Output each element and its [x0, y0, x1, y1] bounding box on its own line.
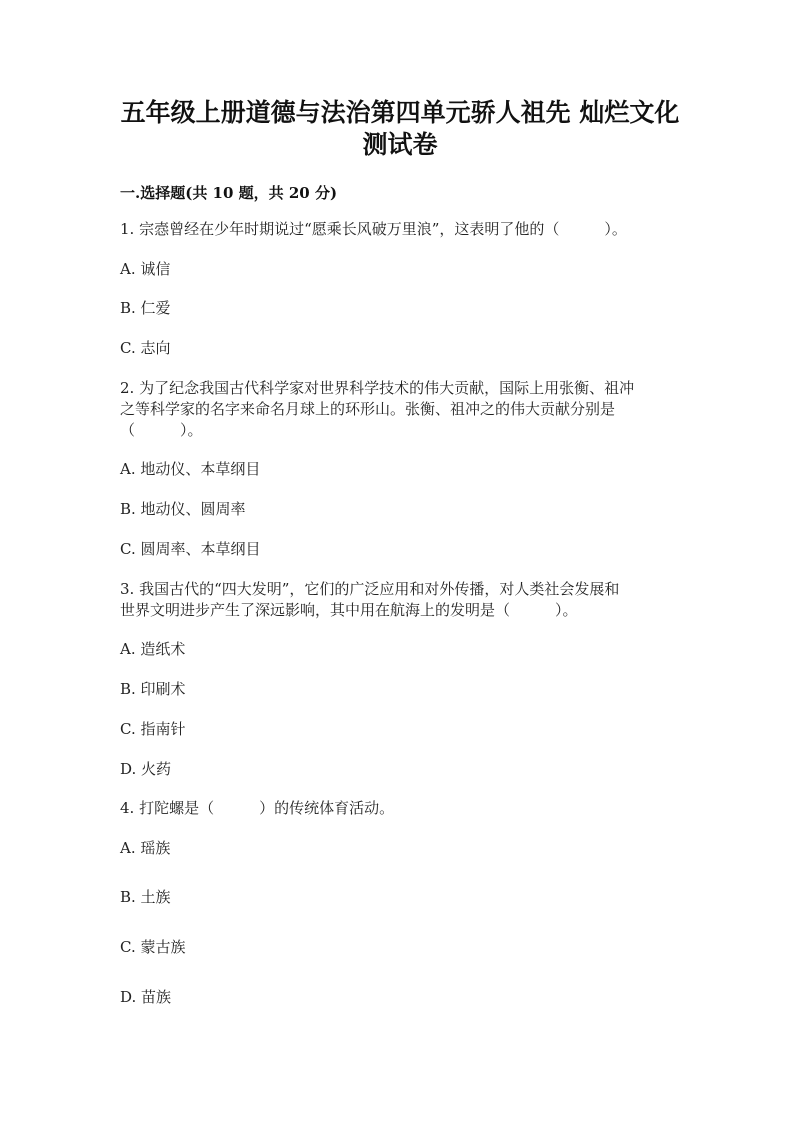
question-4-stem: 4. 打陀螺是（ ）的传统体育活动。: [120, 799, 395, 817]
question-2-stem-line-3: （ ）。: [120, 421, 203, 439]
question-3-stem-line-1: 3. 我国古代的“四大发明”，它们的广泛应用和对外传播，对人类社会发展和: [120, 580, 620, 598]
question-4-option-a: A. 瑶族: [120, 839, 171, 857]
question-2-stem-line-1: 2. 为了纪念我国古代科学家对世界科学技术的伟大贡献，国际上用张衡、祖冲: [120, 379, 635, 397]
question-1-option-c: C. 志向: [120, 339, 171, 357]
question-2-option-c: C. 圆周率、本草纲目: [120, 540, 261, 558]
question-4-option-d: D. 苗族: [120, 988, 172, 1006]
question-3-stem-line-2: 世界文明进步产生了深远影响，其中用在航海上的发明是（ ）。: [120, 601, 578, 619]
question-1-stem: 1. 宗悫曾经在少年时期说过“愿乘长风破万里浪”，这表明了他的（ ）。: [120, 220, 627, 238]
question-3-option-c: C. 指南针: [120, 720, 186, 738]
question-2-stem-line-2: 之等科学家的名字来命名月球上的环形山。张衡、祖冲之的伟大贡献分别是: [120, 400, 616, 418]
question-4-option-b: B. 土族: [120, 888, 171, 906]
question-2-option-b: B. 地动仪、圆周率: [120, 500, 246, 518]
question-3-option-a: A. 造纸术: [120, 640, 186, 658]
question-1-option-b: B. 仁爱: [120, 299, 171, 317]
page-title-line-1: 五年级上册道德与法治第四单元骄人祖先 灿烂文化: [120, 98, 680, 127]
question-4-option-c: C. 蒙古族: [120, 938, 186, 956]
question-3-option-b: B. 印刷术: [120, 680, 186, 698]
question-1-option-a: A. 诚信: [120, 260, 171, 278]
section-heading: 一.选择题(共 10 题，共 20 分): [120, 184, 338, 202]
question-2-option-a: A. 地动仪、本草纲目: [120, 460, 261, 478]
question-3-option-d: D. 火药: [120, 760, 172, 778]
page-title-line-2: 测试卷: [362, 130, 438, 159]
